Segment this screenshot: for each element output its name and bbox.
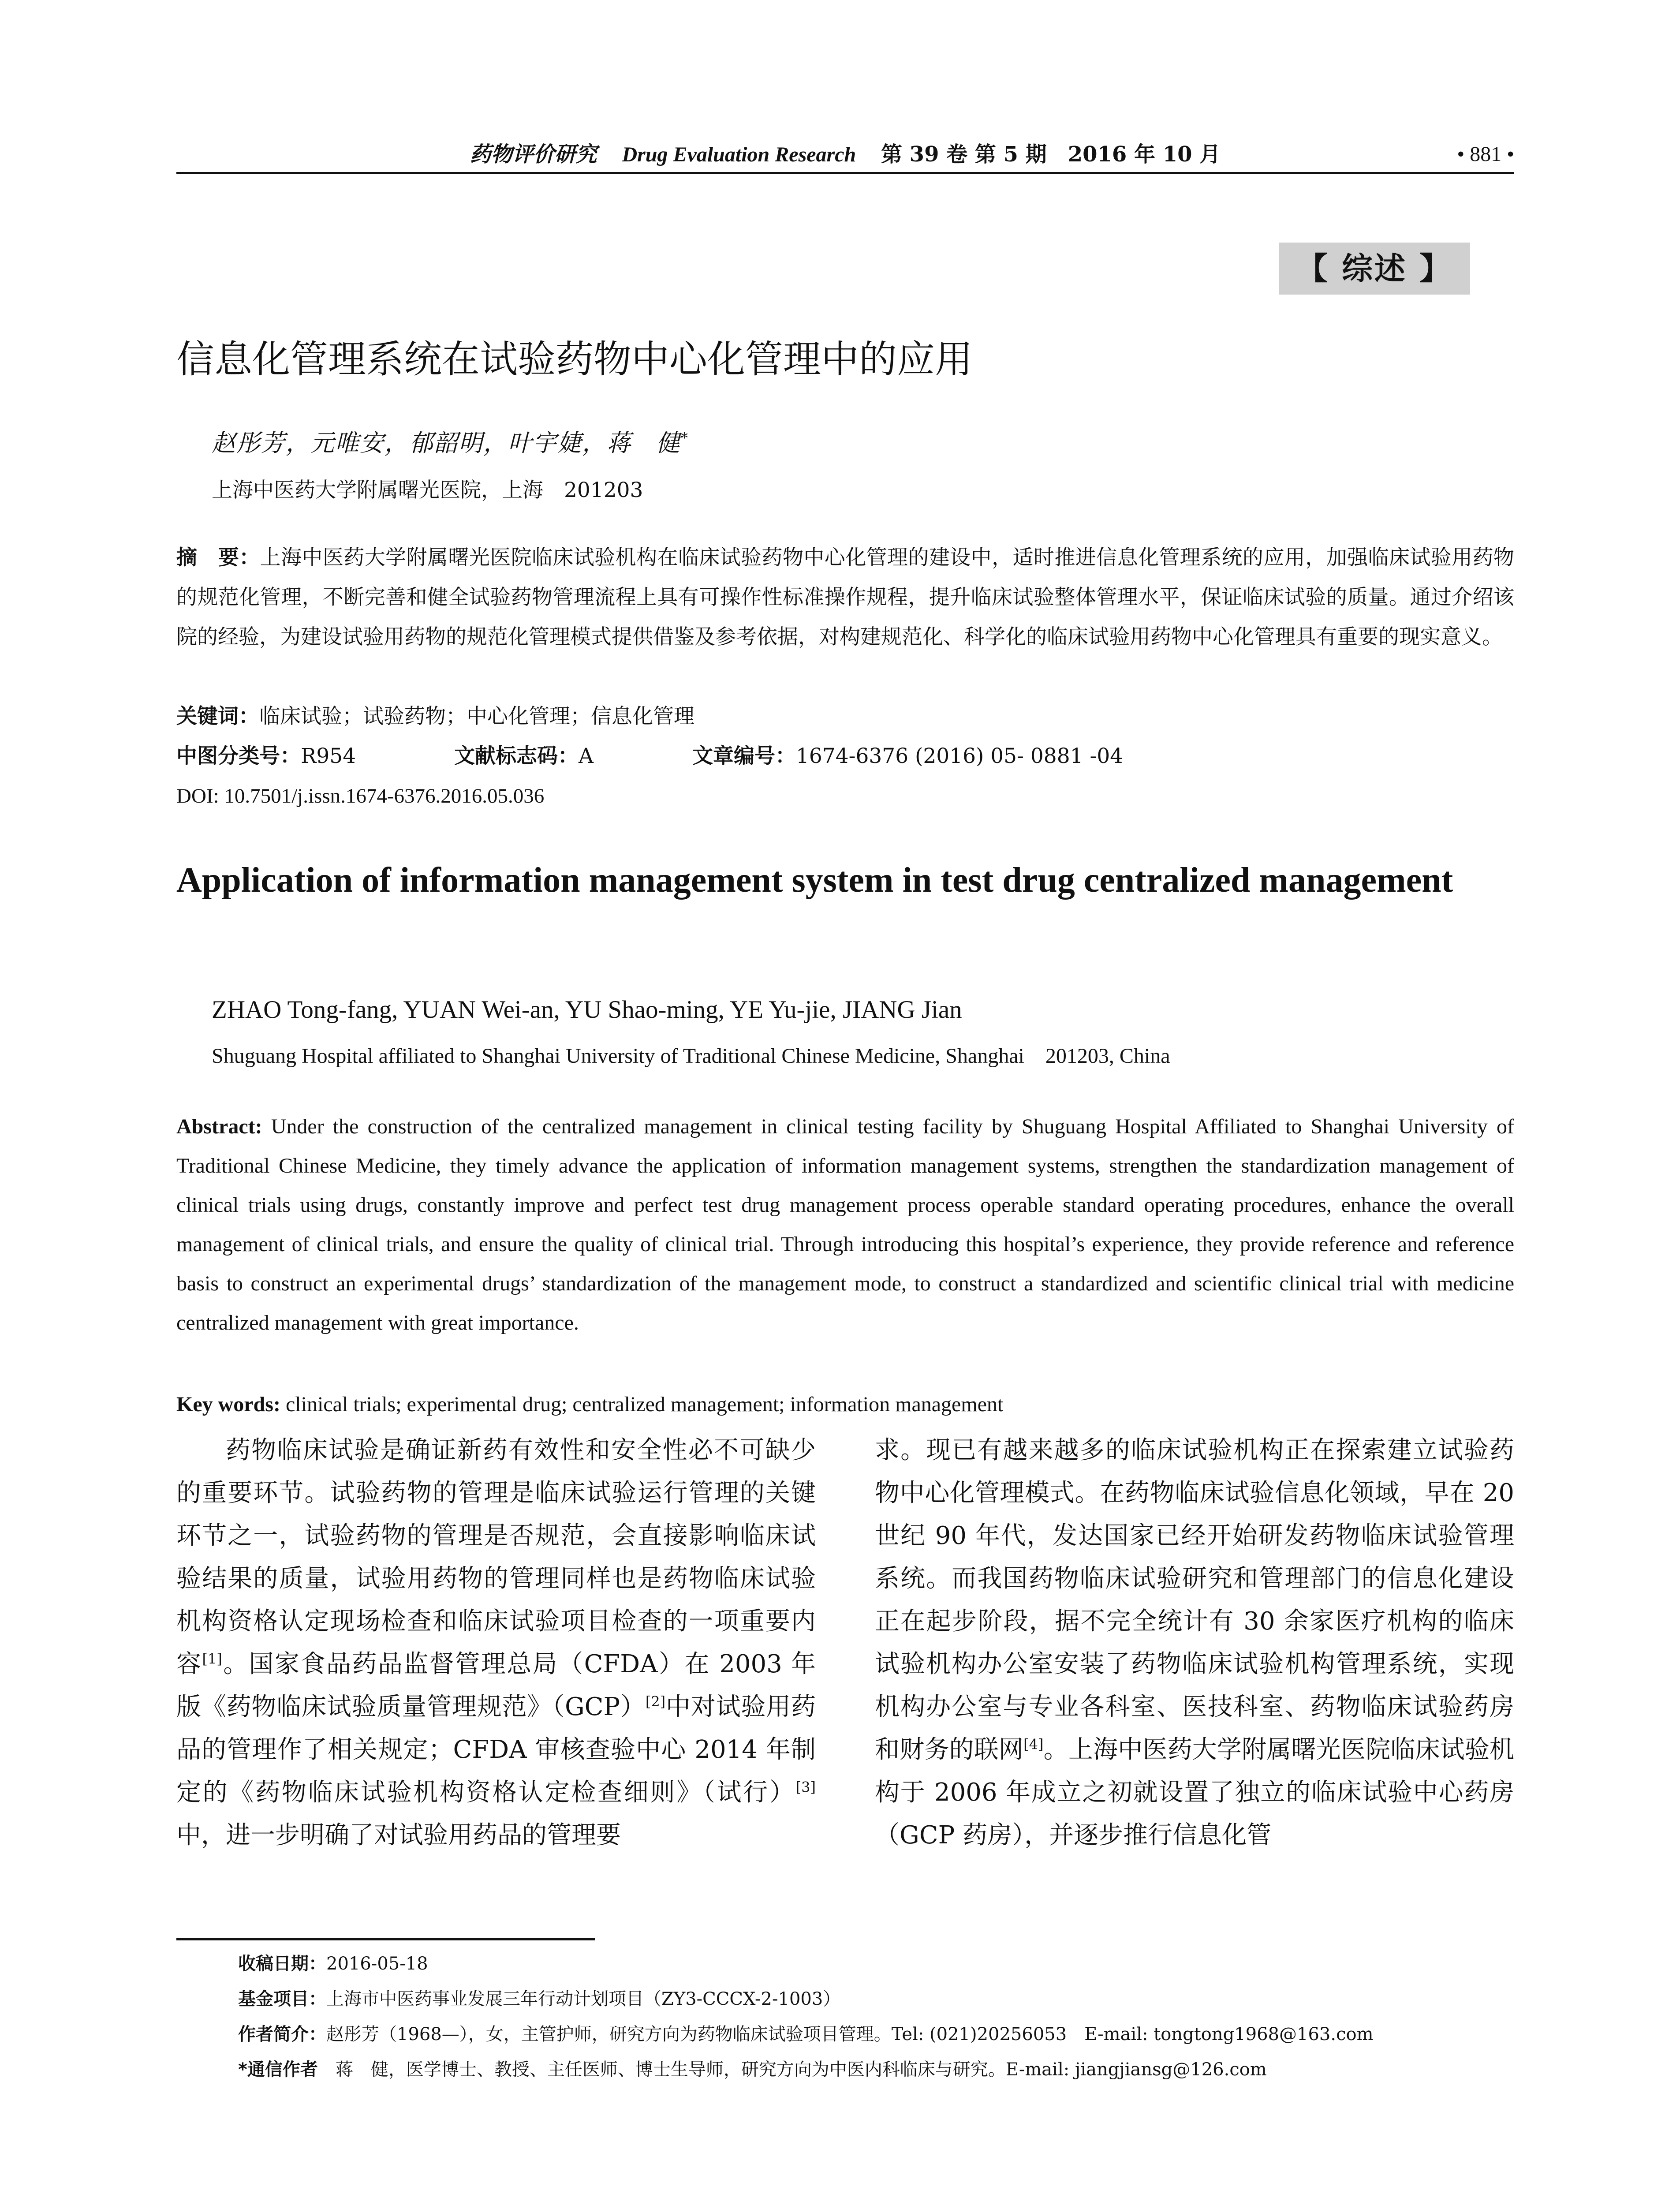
chinese-keywords-text: 临床试验；试验药物；中心化管理；信息化管理	[259, 704, 694, 729]
reference-4: [4]	[1023, 1736, 1044, 1753]
body-paragraph	[176, 1429, 816, 1857]
issue-info: 第 39 卷 第 5 期 2016 年 10 月	[881, 142, 1221, 167]
footnote-author	[238, 2022, 1517, 2047]
chinese-keywords	[176, 697, 1514, 736]
document-code	[454, 736, 692, 776]
body-text: 药物临床试验是确证新药有效性和安全性必不可缺少的重要环节。试验药物的管理是临床试验运行管理的关键环节之一，试验药物的管理是否规范，会直接影响临床试验结果的质量，试验用药物的管理同样也是药物临床试验机构资格认定现场检查和临床试验项目检查的一项重要内容	[176, 1436, 816, 1678]
footnote-fund	[238, 1987, 1517, 2011]
classification-row	[176, 736, 1514, 776]
body-text: 。上海中医药大学附属曙光医院临床试验机构于 2006 年成立之初就设置了独立的临床试验中心药房（GCP 药房），并逐步推行信息化管	[875, 1735, 1515, 1850]
body-text: 中，进一步明确了对试验用药品的管理要	[176, 1821, 621, 1850]
journal-logo: 药物评价研究	[470, 142, 597, 167]
classification-label: 中图分类号：	[176, 744, 301, 768]
english-authors: ZHAO Tong-fang, YUAN Wei-an, YU Shao-ming, YE Yu-jie, JIANG Jian	[212, 996, 962, 1024]
classification-number	[176, 736, 454, 776]
body-text: 中对试验用药品的管理作了相关规定；CFDA 审核查验中心 2014 年制定的《药物临床试验机构资格认定检查细则》（试行）	[176, 1693, 816, 1807]
corresponding-text: 蒋 健，医学博士、教授、主任医师、博士生导师，研究方向为中医内科临床与研究。E-mail: jiangjiansg@126.com	[317, 2059, 1267, 2080]
author-bio-text: 赵彤芳（1968—），女，主管护师，研究方向为药物临床试验项目管理。Tel: (021)20256053 E-mail: tongtong1968@163.com	[326, 2024, 1374, 2044]
english-keywords-label: Key words:	[176, 1393, 280, 1416]
doi: DOI: 10.7501/j.issn.1674-6376.2016.05.036	[176, 785, 545, 807]
section-tag: 【 综述 】	[1279, 243, 1470, 295]
body-paragraph	[875, 1429, 1514, 1857]
classification-value: R954	[301, 744, 356, 768]
corresponding-mark: *	[681, 430, 689, 446]
body-text: 。国家食品药品监督管理总局（CFDA）在 2003 年版《药物临床试验质量管理规范》（GCP）	[176, 1650, 816, 1721]
body-column-right	[875, 1429, 1514, 1857]
received-label: 收稿日期：	[238, 1954, 326, 1974]
english-affiliation: Shuguang Hospital affiliated to Shanghai University of Traditional Chinese Medicine, Shanghai 201203, China	[212, 1044, 1170, 1068]
corresponding-label: *通信作者	[238, 2059, 318, 2080]
english-title: Application of information management system in test drug centralized management	[176, 861, 1453, 900]
journal-name: Drug Evaluation Research	[622, 143, 856, 166]
chinese-title: 信息化管理系统在试验药物中心化管理中的应用	[176, 337, 973, 381]
fund-label: 基金项目：	[238, 1989, 326, 2009]
chinese-author-list: 赵彤芳，元唯安，郁韶明，叶宇婕，蒋 健	[212, 429, 681, 457]
page-number: • 881 •	[1457, 142, 1514, 166]
chinese-abstract-text: 上海中医药大学附属曙光医院临床试验机构在临床试验药物中心化管理的建设中，适时推进信息化管理系统的应用，加强临床试验用药物的规范化管理，不断完善和健全试验药物管理流程上具有可操作性标准操作规程，提升临床试验整体管理水平，保证临床试验的质量。通过介绍该院的经验，为建设试验用药物的规范化管理模式提供借鉴及参考依据，对构建规范化、科学化的临床试验用药物中心化管理具有重要的现实意义。	[176, 546, 1515, 649]
english-abstract	[176, 1107, 1514, 1342]
english-keywords	[176, 1385, 1514, 1424]
english-keywords-text: clinical trials; experimental drug; centralized management; information management	[285, 1393, 1004, 1416]
document-code-value: A	[579, 744, 594, 768]
chinese-abstract-label: 摘 要：	[176, 546, 260, 570]
article-number	[692, 736, 1123, 776]
fund-text: 上海市中医药事业发展三年行动计划项目（ZY3-CCCX-2-1003）	[326, 1989, 841, 2009]
english-abstract-text: Under the construction of the centralized management in clinical testing facility by Shuguang Hospital Affiliated to Shanghai University of Traditional Chinese Medicine, they timely advance the application of information management systems, strengthen the standardization management of clinical trials using drugs, constantly improve and perfect test drug management process operable standard operating procedures, enhance the overall management of clinical trials, and ensure the quality of clinical trial. Through introducing this hospital’s experience, they provide reference and reference basis to construct an experimental drugs’ standardization of the management mode, to construct a standardized and scientific clinical trial with medicine centralized management with great importance.	[176, 1115, 1515, 1334]
article-number-label: 文章编号：	[692, 744, 796, 768]
running-header-center	[176, 141, 1514, 168]
reference-2: [2]	[645, 1693, 666, 1710]
footnote-received	[238, 1951, 1517, 1976]
english-abstract-label: Abstract:	[176, 1115, 262, 1138]
received-date: 2016-05-18	[326, 1954, 428, 1974]
body-column-left	[176, 1429, 816, 1857]
chinese-authors	[212, 428, 689, 459]
document-code-label: 文献标志码：	[454, 744, 579, 768]
chinese-affiliation: 上海中医药大学附属曙光医院，上海 201203	[212, 478, 643, 502]
article-number-value: 1674-6376 (2016) 05- 0881 -04	[796, 744, 1124, 768]
chinese-keywords-label: 关键词：	[176, 704, 259, 729]
body-text: 求。现已有越来越多的临床试验机构正在探索建立试验药物中心化管理模式。在药物临床试验信息化领域，早在 20 世纪 90 年代，发达国家已经开始研发药物临床试验管理系统。而我国药物临床试验研究和管理部门的信息化建设正在起步阶段，据不完全统计有 30 余家医疗机构的临床试验机构办公室安装了药物临床试验机构管理系统，实现机构办公室与专业各科室、医技科室、药物临床试验药房和财务的联网	[875, 1436, 1514, 1764]
footnote-divider	[176, 1938, 595, 1940]
footnote-corresponding	[238, 2057, 1517, 2082]
reference-3: [3]	[795, 1779, 816, 1796]
chinese-abstract	[176, 538, 1514, 657]
author-bio-label: 作者简介：	[238, 2024, 326, 2044]
running-header	[176, 132, 1514, 174]
reference-1: [1]	[202, 1650, 222, 1667]
